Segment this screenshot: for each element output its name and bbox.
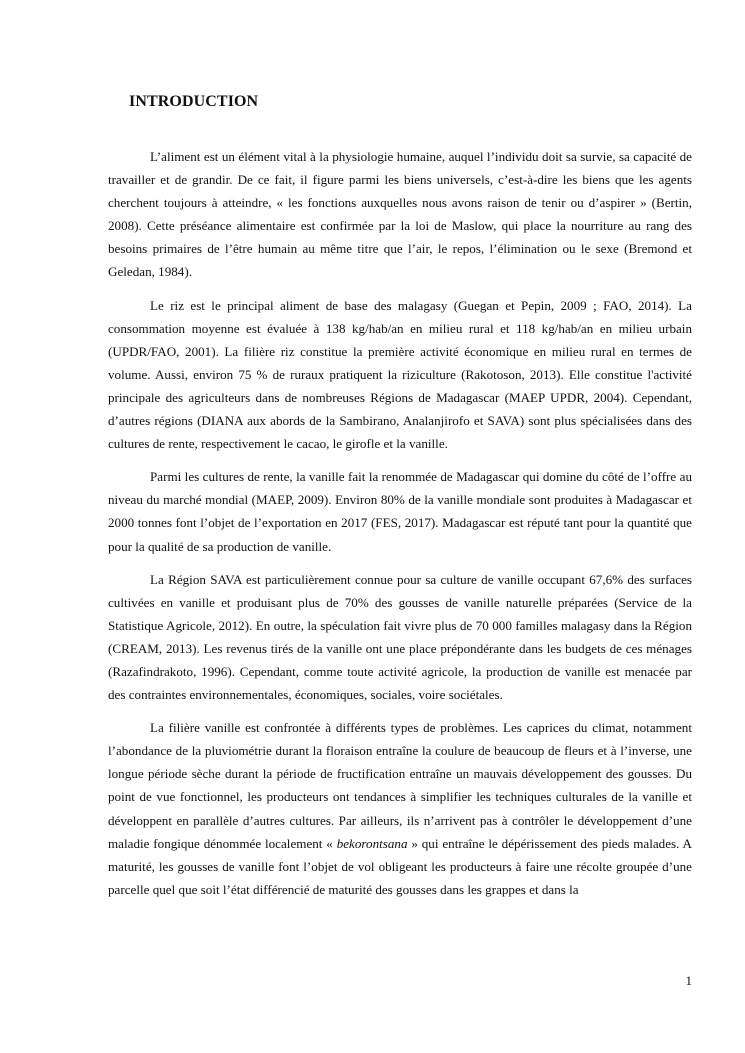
paragraph-text: La filière vanille est confrontée à différents types de problèmes. Les caprices du climat, notamment l’abondance de la pluviométrie durant la floraison entraîne la coulure de beaucoup de fleurs et à l’inverse, une longue période sèche durant la période de fructification entraîne un mauvais développement des gousses. Du point de vue fonctionnel, les producteurs ont tendances à simplifier les techniques culturales de la vanille et développent en parallèle d’autres cultures. Par ailleurs, ils n’arrivent pas à contrôler le développement d’une maladie fongique dénommée localement « [108,720,692,851]
body-text [108,145,692,911]
section-heading: INTRODUCTION [129,93,259,110]
emphasized-term: bekorontsana [336,835,408,851]
paragraph: Parmi les cultures de rente, la vanille fait la renommée de Madagascar qui domine du côté de l’offre au niveau du marché mondial (MAEP, 2009). Environ 80% de la vanille mondiale sont produites à Madagascar et 2000 tonnes font l’objet de l’exportation en 2017 (FES, 2017). Madagascar est réputé tant pour la quantité que pour la qualité de sa production de vanille. [108,469,692,554]
paragraph-text: » qui entraîne le dépérissement des pieds malades. A maturité, les gousses de vanille font l’objet de vol obligeant les producteurs à faire une récolte groupée d’une parcelle quel que soit l’état différencié de maturité des gousses dans les grappes et dans la [108,835,692,897]
paragraph: L’aliment est un élément vital à la physiologie humaine, auquel l’individu doit sa survie, sa capacité de travailler et de grandir. De ce fait, il figure parmi les biens universels, c’est-à-dire les biens que les agents cherchent toujours à atteindre, « les fonctions auxquelles nous avons raison de tenir ou d’aspirer » (Bertin, 2008). Cette préséance alimentaire est confirmée par la loi de Maslow, qui place la nourriture au rang des besoins primaires de l’être humain au même titre que l’air, le repos, l’élimination ou le sexe (Bremond et Geledan, 1984). [108,149,692,280]
paragraph: Le riz est le principal aliment de base des malagasy (Guegan et Pepin, 2009 ; FAO, 2014). La consommation moyenne est évaluée à 138 kg/hab/an en milieu rural et 118 kg/hab/an en milieu urbain (UPDR/FAO, 2001). La filière riz constitue la première activité économique en milieu rural en termes de volume. Aussi, environ 75 % de ruraux pratiquent la riziculture (Rakotoson, 2013). Elle constitue l'activité principale des agriculteurs dans de nombreuses Régions de Madagascar (MAEP UPDR, 2004). Cependant, d’autres régions (DIANA aux abords de la Sambirano, Analanjirofo et SAVA) sont plus spécialisées dans des cultures de rente, respectivement le cacao, le girofle et la vanille. [108,297,692,452]
page-number: 1 [685,973,692,988]
paragraph: La Région SAVA est particulièrement connue pour sa culture de vanille occupant 67,6% des surfaces cultivées en vanille et produisant plus de 70% des gousses de vanille naturelle préparées (Service de la Statistique Agricole, 2012). En outre, la spéculation fait vivre plus de 70 000 familles malagasy dans la Région (CREAM, 2013). Les revenus tirés de la vanille ont une place prépondérante dans les budgets de ces ménages (Razafindrakoto, 1996). Cependant, comme toute activité agricole, la production de vanille est menacée par des contraintes environnementales, économiques, sociales, voire sociétales. [108,571,692,703]
paragraph [108,716,692,901]
